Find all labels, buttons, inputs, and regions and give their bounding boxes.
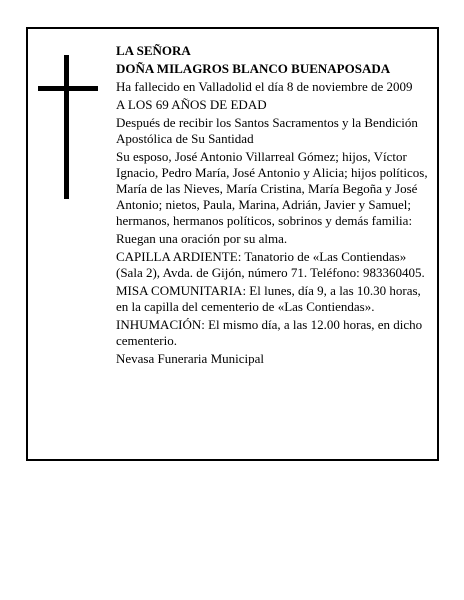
chapel-info: CAPILLA ARDIENTE: Tanatorio de «Las Contiendas» (Sala 2), Avda. de Gijón, número 71. Teléfono: 983360405.: [116, 249, 425, 280]
burial-info: INHUMACIÓN: El mismo día, a las 12.00 horas, en dicho cementerio.: [116, 317, 423, 348]
deceased-name: DOÑA MILAGROS BLANCO BUENAPOSADA: [116, 61, 391, 76]
family-list: Su esposo, José Antonio Villarreal Gómez; hijos, Víctor Ignacio, Pedro María, José Antonio y Alicia; hijos políticos, María de las Nieves, María Cristina, María Begoña y José Antonio; nietos, Paula, Marina, Adrián, Javier y Samuel; hermanos, hermanos políticos, sobrinos y demás familia:: [116, 149, 428, 228]
sacraments-line: Después de recibir los Santos Sacramentos y la Bendición Apostólica de Su Santidad: [116, 115, 418, 146]
notice-title-line-1: LA SEÑORA: [116, 43, 191, 58]
notice-body: [116, 43, 434, 369]
obituary-notice: [26, 27, 439, 461]
mass-info: MISA COMUNITARIA: El lunes, día 9, a las 10.30 horas, en la capilla del cementerio de «Las Contiendas».: [116, 283, 421, 314]
age-line: A LOS 69 AÑOS DE EDAD: [116, 97, 267, 112]
prayer-request: Ruegan una oración por su alma.: [116, 231, 288, 246]
funeral-home: Nevasa Funeraria Municipal: [116, 351, 265, 366]
death-info: Ha fallecido en Valladolid el día 8 de noviembre de 2009: [116, 79, 413, 94]
cross-icon: [38, 55, 98, 199]
